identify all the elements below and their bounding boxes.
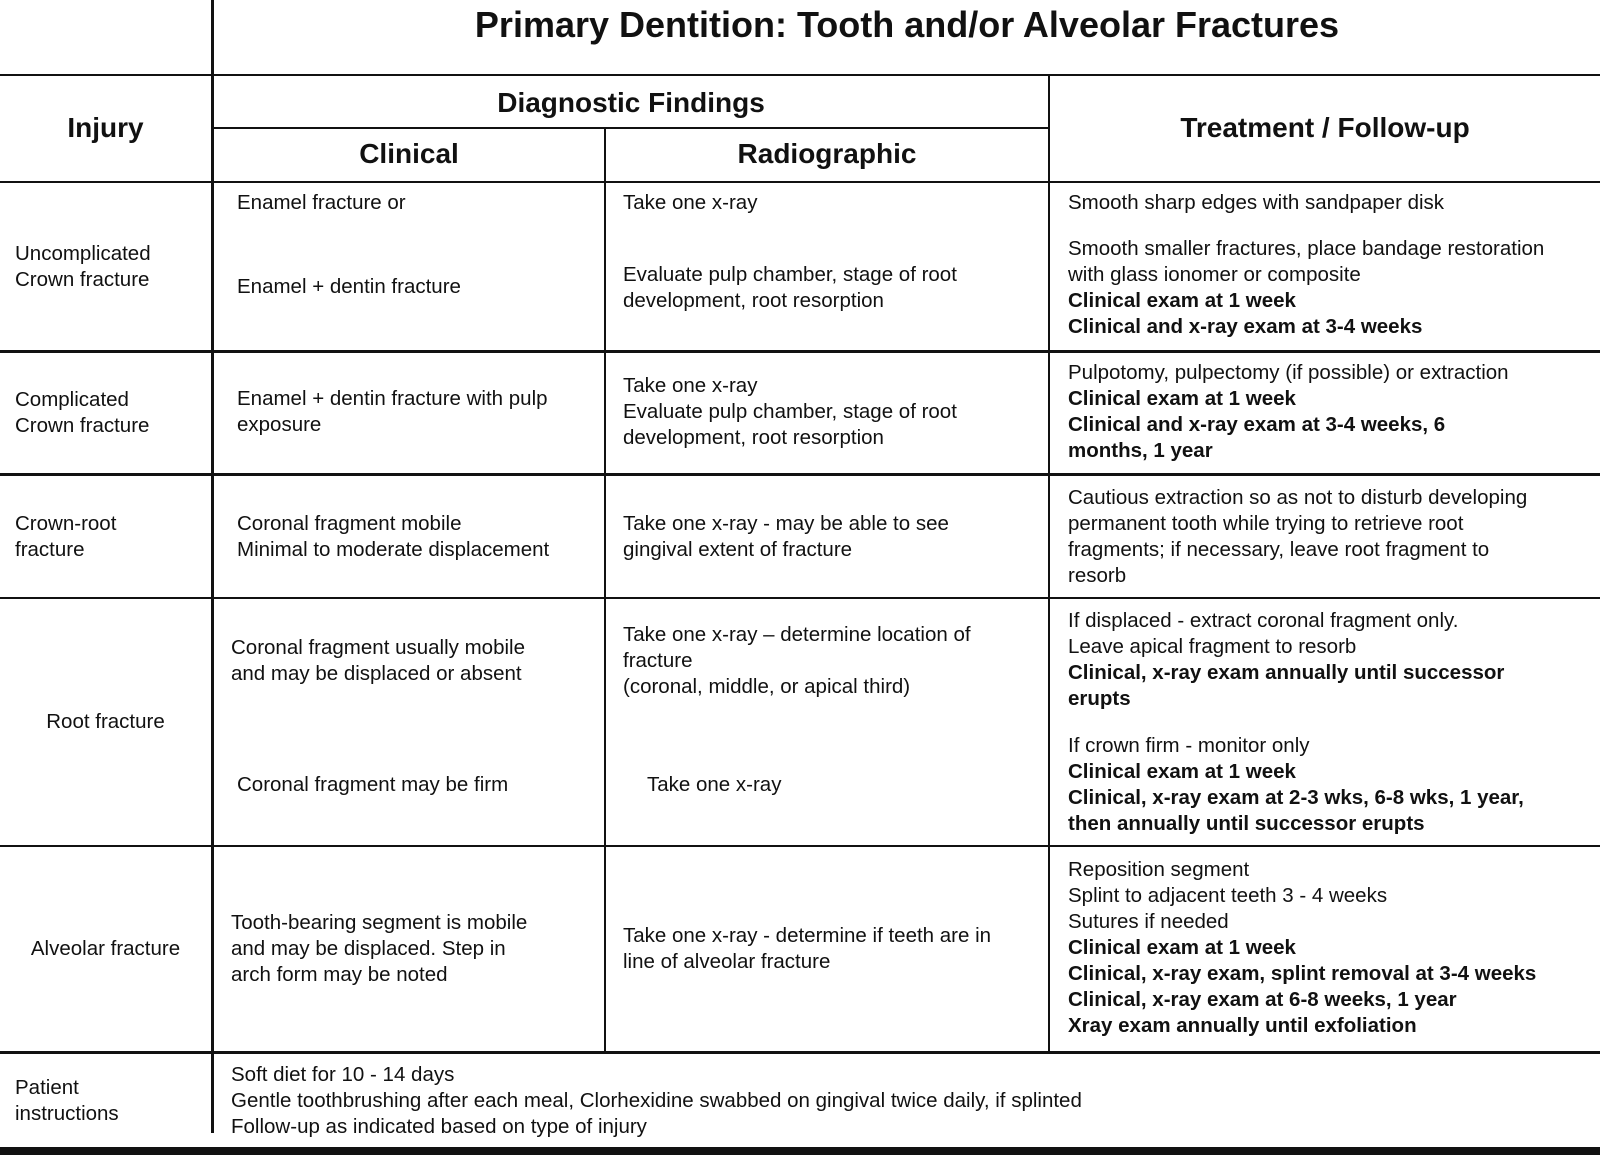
row2-radio-line: Take one x-ray	[623, 374, 758, 397]
row5-clinical-line: Tooth-bearing segment is mobile	[231, 911, 528, 934]
row4-injury-line: Root fracture	[46, 710, 165, 733]
row2-treatment	[1068, 360, 1509, 464]
row3-injury-line: fracture	[15, 537, 85, 561]
row2-followup-line: Clinical and x-ray exam at 3-4 weeks, 6	[1068, 413, 1446, 436]
row1-treatment-b-line: with glass ionomer or composite	[1068, 263, 1361, 286]
bottom-border	[0, 1147, 1600, 1155]
row4-followup-a-line: erupts	[1068, 687, 1131, 710]
row3-treatment	[1068, 485, 1527, 589]
row2-radio-line: development, root resorption	[623, 426, 884, 449]
hline-row5	[0, 1051, 1600, 1054]
row5-treatment-line: Splint to adjacent teeth 3 - 4 weeks	[1068, 884, 1388, 907]
row4-radio-a	[623, 622, 971, 700]
row1-radio-b-line: development, root resorption	[623, 289, 884, 312]
row5-followup-line: Clinical exam at 1 week	[1068, 936, 1296, 959]
vline-treatment	[1048, 74, 1050, 1054]
row2-radiographic	[623, 373, 957, 451]
header-treatment-followup: Treatment / Follow-up	[1180, 112, 1470, 143]
row5-clinical-line: and may be displaced. Step in	[231, 937, 506, 960]
row1-followup-line: Clinical and x-ray exam at 3-4 weeks	[1068, 315, 1423, 338]
hline-row1	[0, 350, 1600, 353]
header-diagnostic-findings: Diagnostic Findings	[497, 87, 765, 118]
hline-row2	[0, 473, 1600, 476]
row4-treatment-b	[1068, 733, 1524, 837]
row3-clinical-line: Coronal fragment mobile	[237, 512, 462, 535]
patient-instruction-line: Soft diet for 10 - 14 days	[231, 1063, 455, 1086]
row1-treatment-b-line: Smooth smaller fractures, place bandage restoration	[1068, 237, 1545, 260]
row2-injury-cell	[15, 353, 205, 473]
row5-radio-line: line of alveolar fracture	[623, 950, 831, 973]
row4-injury-cell	[0, 599, 211, 845]
hline-row4	[0, 845, 1600, 847]
row4-treatment-b-line: If crown firm - monitor only	[1068, 734, 1310, 757]
row3-injury-line: Crown-root	[15, 511, 117, 535]
patient-instructions	[231, 1062, 1082, 1140]
row1-injury-cell	[15, 183, 205, 350]
row3-radio-line: Take one x-ray - may be able to see	[623, 512, 949, 535]
row5-clinical-line: arch form may be noted	[231, 963, 448, 986]
row3-radio-line: gingival extent of fracture	[623, 538, 853, 561]
row5-followup-line: Xray exam annually until exfoliation	[1068, 1014, 1417, 1037]
row4-followup-b-line: Clinical, x-ray exam at 2-3 wks, 6-8 wks, 1 year,	[1068, 786, 1524, 809]
row4-radio-b: Take one x-ray	[647, 773, 782, 796]
row1-followup-line: Clinical exam at 1 week	[1068, 289, 1296, 312]
row1-radio-b-line: Evaluate pulp chamber, stage of root	[623, 263, 957, 286]
row5-radio-line: Take one x-ray - determine if teeth are in	[623, 924, 992, 947]
row5-clinical	[231, 910, 527, 988]
vline-radiographic	[604, 128, 606, 1054]
row2-clinical-line: exposure	[237, 413, 322, 436]
patient-instruction-line: Gentle toothbrushing after each meal, Clorhexidine swabbed on gingival twice daily, if splinted	[231, 1089, 1082, 1112]
row5-followup-line: Clinical, x-ray exam, splint removal at 3-4 weeks	[1068, 962, 1537, 985]
patient-instructions-label	[15, 1054, 205, 1147]
hline-diagnostic	[211, 127, 1050, 129]
row4-followup-b-line: then annually until successor erupts	[1068, 812, 1425, 835]
row1-treatment-b	[1068, 236, 1544, 340]
row1-injury-line: Uncomplicated	[15, 241, 151, 265]
row4-clinical-a-line: and may be displaced or absent	[231, 662, 522, 685]
row3-injury-cell	[15, 476, 205, 597]
patient-label-line: instructions	[15, 1101, 119, 1125]
row4-treatment-a	[1068, 608, 1504, 712]
patient-label-line: Patient	[15, 1075, 79, 1099]
row4-treatment-a-line: If displaced - extract coronal fragment only.	[1068, 609, 1459, 632]
header-clinical: Clinical	[359, 138, 459, 169]
row1-radio-a: Take one x-ray	[623, 191, 758, 214]
row3-radiographic	[623, 511, 949, 563]
row2-treatment-line: Pulpotomy, pulpectomy (if possible) or extraction	[1068, 361, 1509, 384]
row5-injury-line: Alveolar fracture	[30, 937, 181, 960]
row4-radio-a-line: (coronal, middle, or apical third)	[623, 675, 911, 698]
header-injury: Injury	[67, 112, 144, 143]
row2-followup-line: Clinical exam at 1 week	[1068, 387, 1296, 410]
row5-treatment-line: Sutures if needed	[1068, 910, 1229, 933]
row4-followup-b-line: Clinical exam at 1 week	[1068, 760, 1296, 783]
row4-clinical-b: Coronal fragment may be firm	[237, 773, 509, 796]
row2-clinical-line: Enamel + dentin fracture with pulp	[237, 387, 548, 410]
row5-followup-line: Clinical, x-ray exam at 6-8 weeks, 1 year	[1068, 988, 1457, 1011]
row1-clinical-a: Enamel fracture or	[237, 191, 406, 214]
hline-header	[0, 181, 1600, 183]
row2-injury-line: Crown fracture	[15, 414, 150, 437]
row2-injury-line: Complicated	[15, 388, 129, 411]
row4-clinical-a-line: Coronal fragment usually mobile	[231, 636, 525, 659]
row2-radio-line: Evaluate pulp chamber, stage of root	[623, 400, 957, 423]
patient-instruction-line: Follow-up as indicated based on type of injury	[231, 1115, 647, 1138]
row3-treatment-line: fragments; if necessary, leave root fragment to	[1068, 538, 1490, 561]
row1-injury-line: Crown fracture	[15, 267, 150, 291]
row3-clinical-line: Minimal to moderate displacement	[237, 538, 550, 561]
row2-clinical	[237, 386, 548, 438]
row1-treatment-a: Smooth sharp edges with sandpaper disk	[1068, 191, 1445, 214]
row3-treatment-line: resorb	[1068, 564, 1127, 587]
row5-treatment	[1068, 857, 1536, 1039]
row5-injury-cell	[0, 847, 211, 1051]
row5-treatment-line: Reposition segment	[1068, 858, 1250, 881]
row4-followup-a-line: Clinical, x-ray exam annually until successor	[1068, 661, 1505, 684]
row3-treatment-line: Cautious extraction so as not to disturb developing	[1068, 486, 1528, 509]
hline-row3	[0, 597, 1600, 599]
row1-clinical-b: Enamel + dentin fracture	[237, 275, 461, 298]
row3-clinical	[237, 511, 549, 563]
hline-title	[0, 74, 1600, 76]
header-radiographic: Radiographic	[737, 138, 917, 169]
row2-followup-line: months, 1 year	[1068, 439, 1213, 462]
row5-radiographic	[623, 923, 991, 975]
row3-treatment-line: permanent tooth while trying to retrieve root	[1068, 512, 1464, 535]
row4-treatment-a-line: Leave apical fragment to resorb	[1068, 635, 1357, 658]
row4-radio-a-line: fracture	[623, 649, 693, 672]
row4-radio-a-line: Take one x-ray – determine location of	[623, 623, 971, 646]
page-title: Primary Dentition: Tooth and/or Alveolar Fractures	[474, 4, 1340, 45]
row1-radio-b	[623, 262, 957, 314]
row4-clinical-a	[231, 635, 525, 687]
